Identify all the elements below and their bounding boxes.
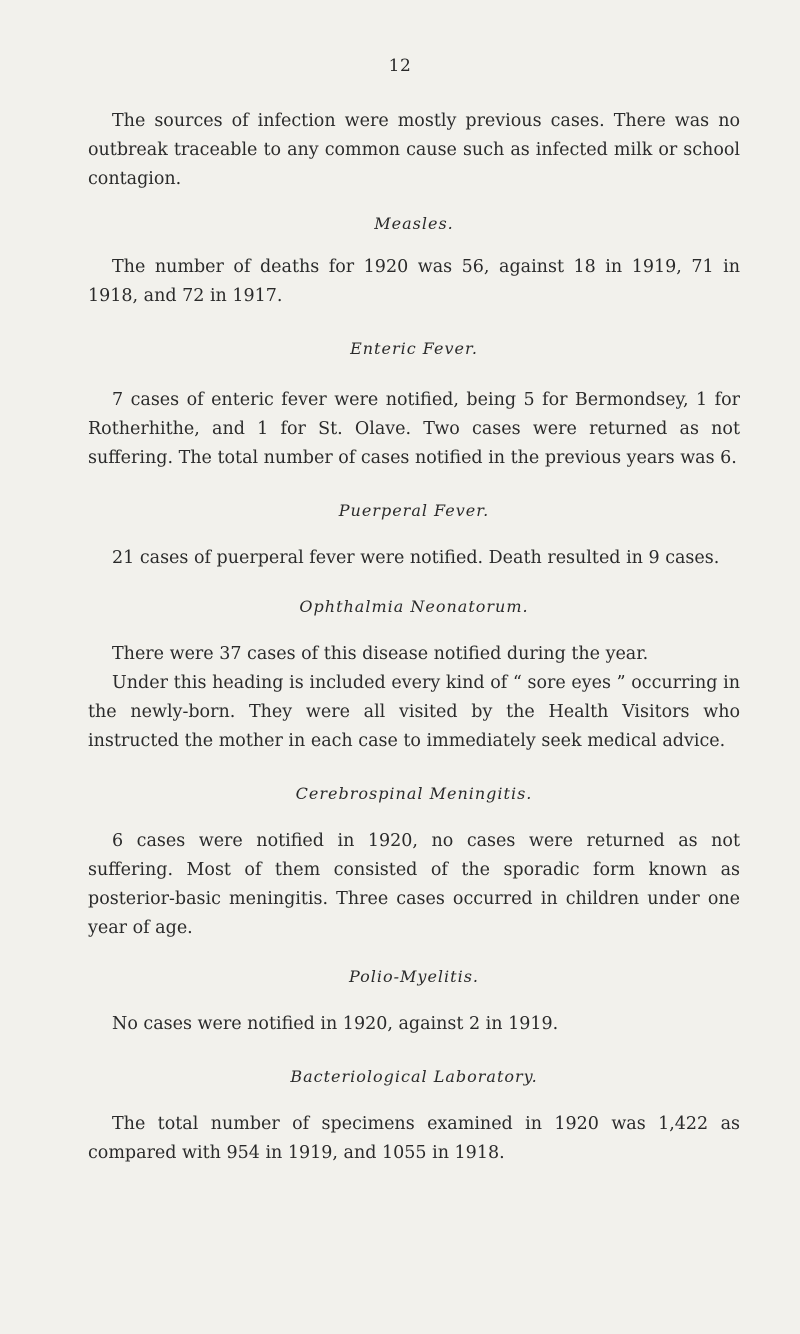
page-number: 12 — [388, 56, 412, 76]
puerperal-fever-paragraph: 21 cases of puerperal fever were notified. Death resulted in 9 cases. — [112, 548, 720, 568]
intro-paragraph: The sources of infection were mostly previous cases. There was no outbreak traceable to any common cause such as infected milk or school contagion. — [88, 111, 740, 189]
page-body — [88, 107, 740, 1168]
measles-paragraph: The number of deaths for 1920 was 56, against 18 in 1919, 71 in 1918, and 72 in 1917. — [88, 257, 740, 306]
section-heading-puerperal-fever: Puerperal Fever. — [338, 501, 490, 520]
section-heading-polio-myelitis: Polio-Myelitis. — [349, 967, 479, 986]
laboratory-paragraph: The total number of specimens examined in 1920 was 1,422 as compared with 954 in 1919, and 1055 in 1918. — [88, 1114, 740, 1163]
section-heading-bacteriological-laboratory: Bacteriological Laboratory. — [290, 1067, 538, 1086]
section-heading-cerebrospinal-meningitis: Cerebrospinal Meningitis. — [295, 784, 533, 803]
ophthalmia-paragraph-1: There were 37 cases of this disease notified during the year. — [112, 644, 649, 664]
polio-paragraph: No cases were notified in 1920, against 2 in 1919. — [112, 1014, 559, 1034]
ophthalmia-paragraph-2: Under this heading is included every kind of “ sore eyes ” occurring in the newly-born. They were all visited by the Health Visitors who instructed the mother in each case to immediately seek medical advice. — [88, 673, 740, 751]
section-heading-measles: Measles. — [374, 214, 454, 233]
meningitis-paragraph: 6 cases were notified in 1920, no cases were returned as not suffering. Most of them consisted of the sporadic form known as posterior-basic meningitis. Three cases occurred in children under one year of age. — [88, 831, 740, 938]
section-heading-ophthalmia-neonatorum: Ophthalmia Neonatorum. — [299, 597, 529, 616]
enteric-fever-paragraph: 7 cases of enteric fever were notified, being 5 for Bermondsey, 1 for Rotherhithe, and 1 for St. Olave. Two cases were returned as not suffering. The total number of cases notified in the previous years was 6. — [88, 390, 740, 468]
section-heading-enteric-fever: Enteric Fever. — [350, 339, 478, 358]
